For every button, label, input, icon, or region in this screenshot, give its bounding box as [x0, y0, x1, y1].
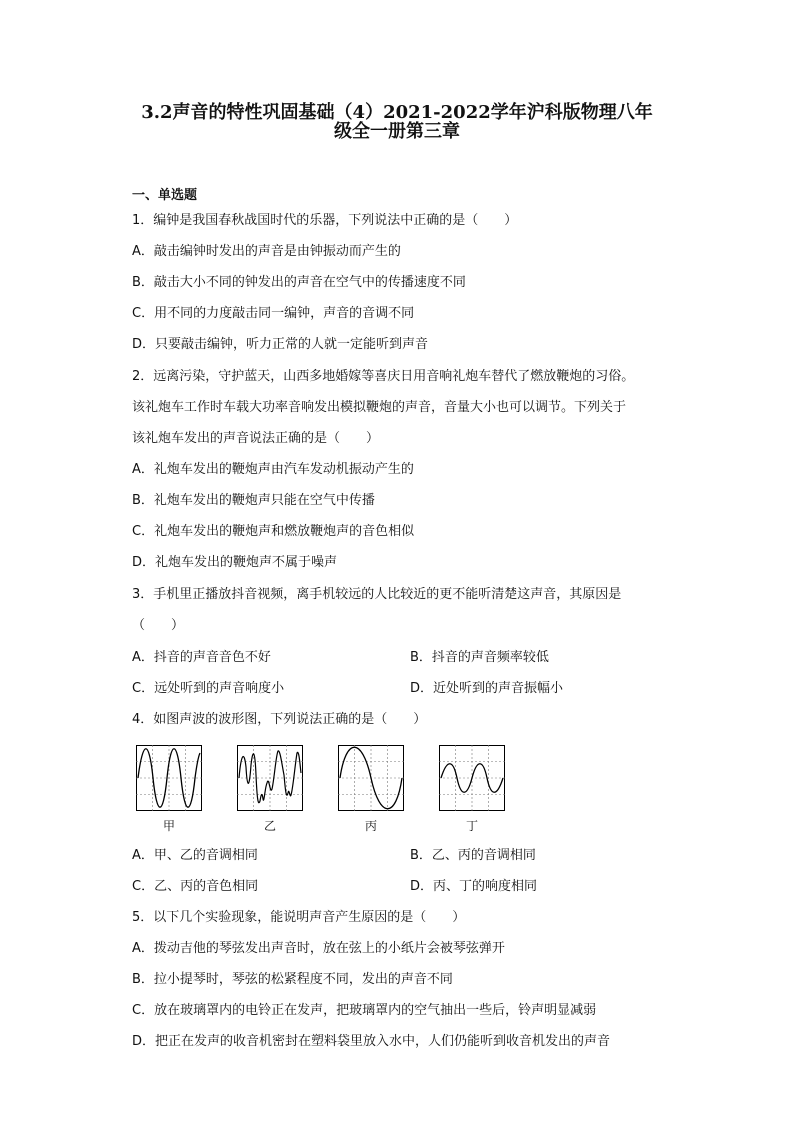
q1-option-a: A．敲击编钟时发出的声音是由钟振动而产生的 [132, 244, 401, 259]
q4-stem: 4．如图声波的波形图，下列说法正确的是（ ） [132, 712, 427, 727]
waveform-figures [132, 745, 532, 835]
q2-option-b: B．礼炮车发出的鞭炮声只能在空气中传播 [132, 493, 375, 508]
waveform-jia [136, 745, 202, 811]
q2-option-a: A．礼炮车发出的鞭炮声由汽车发动机振动产生的 [132, 462, 414, 477]
q3-option-b: B．抖音的声音频率较低 [410, 650, 549, 665]
waveform-label-bing: 丙 [364, 819, 377, 833]
q2-stem-line-3: 该礼炮车发出的声音说法正确的是（ ） [132, 431, 380, 446]
page-title-line-1: 3.2声音的特性巩固基础（4）2021-2022学年沪科版物理八年 [141, 102, 653, 123]
waveform-label-jia: 甲 [162, 819, 175, 833]
q1-option-b: B．敲击大小不同的钟发出的声音在空气中的传播速度不同 [132, 275, 466, 290]
waveform-yi [237, 745, 303, 811]
q3-option-c: C．远处听到的声音响度小 [132, 681, 285, 696]
q5-option-b: B．拉小提琴时，琴弦的松紧程度不同，发出的声音不同 [132, 972, 453, 987]
waveform-label-yi: 乙 [263, 819, 276, 833]
q5-option-c: C．放在玻璃罩内的电铃正在发声，把玻璃罩内的空气抽出一些后，铃声明显减弱 [132, 1003, 597, 1018]
q3-stem-line-1: 3．手机里正播放抖音视频，离手机较远的人比较近的更不能听清楚这声音，其原因是 [132, 587, 622, 602]
q5-option-a: A．拨动吉他的琴弦发出声音时，放在弦上的小纸片会被琴弦弹开 [132, 941, 505, 956]
q4-option-b: B．乙、丙的音调相同 [410, 848, 536, 863]
q3-stem-line-2: （ ） [132, 618, 185, 633]
waveform-label-ding: 丁 [465, 819, 478, 833]
q1-option-c: C．用不同的力度敲击同一编钟，声音的音调不同 [132, 306, 415, 321]
waveform-bing [338, 745, 404, 811]
q5-option-d: D．把正在发声的收音机密封在塑料袋里放入水中，人们仍能听到收音机发出的声音 [132, 1034, 611, 1049]
q2-option-c: C．礼炮车发出的鞭炮声和燃放鞭炮声的音色相似 [132, 524, 415, 539]
q3-option-d: D．近处听到的声音振幅小 [410, 681, 564, 696]
waveform-ding [439, 745, 505, 811]
q4-option-d: D．丙、丁的响度相同 [410, 879, 538, 894]
q3-option-a: A．抖音的声音音色不好 [132, 650, 271, 665]
section-heading: 一、单选题 [132, 188, 198, 203]
q5-stem: 5．以下几个实验现象，能说明声音产生原因的是（ ） [132, 910, 466, 925]
q1-stem: 1．编钟是我国春秋战国时代的乐器，下列说法中正确的是（ ） [132, 213, 518, 228]
q2-stem-line-2: 该礼炮车工作时车载大功率音响发出模拟鞭炮的声音，音量大小也可以调节。下列关于 [132, 400, 627, 415]
q4-option-c: C．乙、丙的音色相同 [132, 879, 259, 894]
q2-option-d: D．礼炮车发出的鞭炮声不属于噪声 [132, 555, 338, 570]
q2-stem-line-1: 2．远离污染，守护蓝天，山西多地婚嫁等喜庆日用音响礼炮车替代了燃放鞭炮的习俗。 [132, 369, 635, 384]
q4-option-a: A．甲、乙的音调相同 [132, 848, 258, 863]
page-title-line-2: 级全一册第三章 [334, 121, 460, 142]
q1-option-d: D．只要敲击编钟，听力正常的人就一定能听到声音 [132, 337, 429, 352]
